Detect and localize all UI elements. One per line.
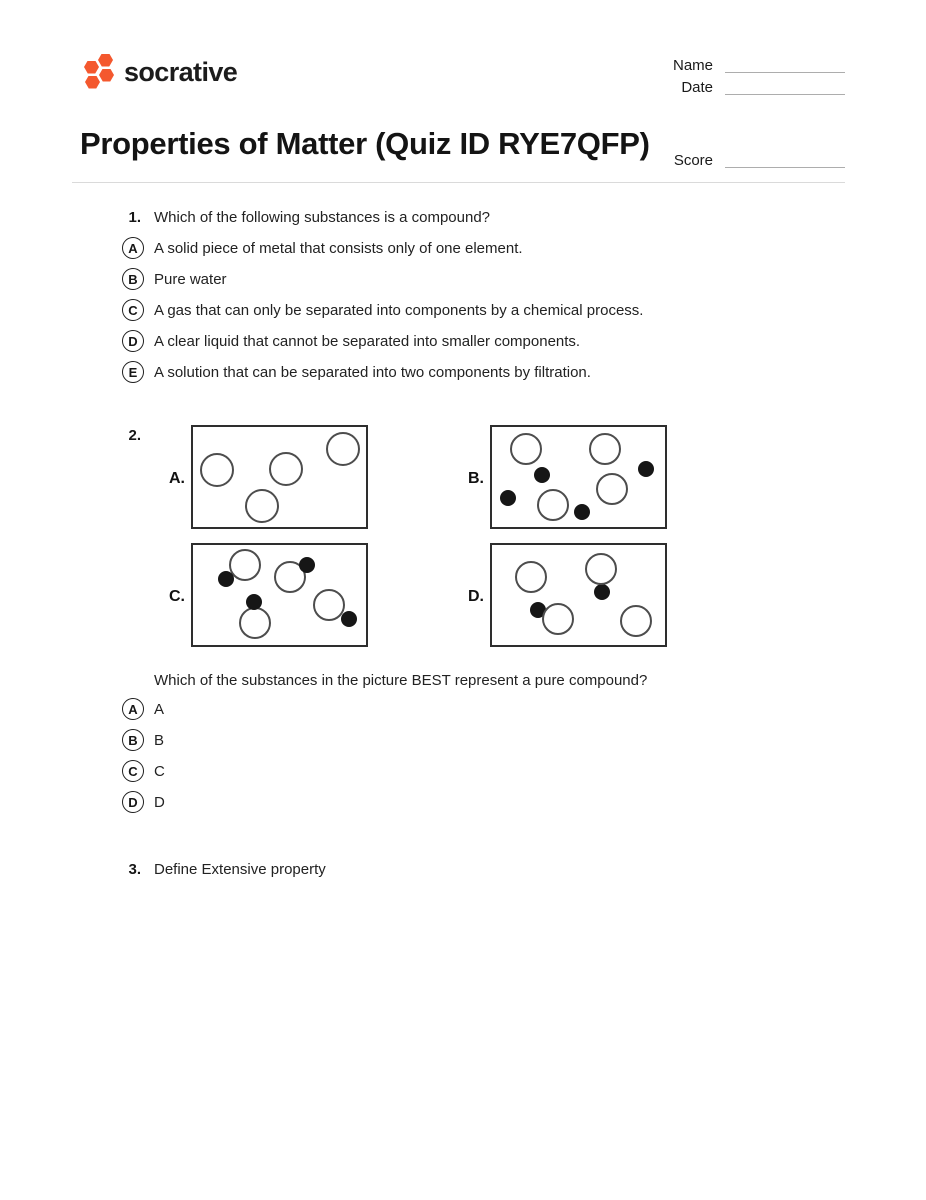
particle-diagram-c bbox=[191, 543, 368, 647]
option-letter-badge: D bbox=[122, 330, 144, 352]
figure-box-label: B. bbox=[468, 470, 484, 487]
option-row bbox=[122, 268, 845, 290]
question-3 bbox=[80, 859, 845, 881]
option-row bbox=[122, 791, 845, 813]
option-letter-badge: A bbox=[122, 698, 144, 720]
question-1-options bbox=[80, 237, 845, 383]
option-letter-badge: A bbox=[122, 237, 144, 259]
logo-hexagon bbox=[98, 54, 113, 67]
option-text: A solid piece of metal that consists only of one element. bbox=[154, 239, 523, 257]
question-2-options bbox=[80, 698, 845, 813]
option-text: C bbox=[154, 762, 165, 780]
question-text: Which of the following substances is a compound? bbox=[154, 209, 491, 226]
particle-diagram-b bbox=[490, 425, 667, 529]
date-field-row bbox=[673, 78, 845, 100]
question-number: 2. bbox=[128, 427, 141, 444]
score-label: Score bbox=[673, 152, 713, 169]
option-text: A solution that can be separated into two components by filtration. bbox=[154, 363, 591, 381]
option-row bbox=[122, 698, 845, 720]
date-blank-line bbox=[725, 78, 845, 95]
question-text: Which of the substances in the picture BEST represent a pure compound? bbox=[154, 672, 648, 689]
figure-box-label: A. bbox=[169, 470, 185, 487]
option-letter-badge: B bbox=[122, 729, 144, 751]
option-row bbox=[122, 729, 845, 751]
option-letter-badge: C bbox=[122, 299, 144, 321]
figure-box-label: C. bbox=[169, 588, 185, 605]
option-row bbox=[122, 361, 845, 383]
question-2-row bbox=[80, 670, 845, 692]
particle-diagram-a bbox=[191, 425, 368, 529]
socrative-logo-icon bbox=[80, 54, 116, 91]
option-text: A clear liquid that cannot be separated into smaller components. bbox=[154, 332, 581, 350]
particle-diagram-d bbox=[490, 543, 667, 647]
option-letter-badge: B bbox=[122, 268, 144, 290]
question-2-figure bbox=[80, 417, 845, 655]
question-1-row bbox=[80, 207, 845, 229]
option-letter-badge: C bbox=[122, 760, 144, 782]
name-blank-line bbox=[725, 56, 845, 73]
logo-hexagon bbox=[85, 76, 100, 89]
score-field-row bbox=[673, 151, 845, 173]
title-divider bbox=[72, 182, 845, 183]
question-number: 3. bbox=[128, 861, 141, 878]
student-fields bbox=[673, 56, 845, 173]
option-text: Pure water bbox=[154, 270, 227, 288]
question-number-spacer bbox=[80, 670, 141, 692]
logo-hexagon bbox=[84, 61, 99, 74]
question-2 bbox=[80, 670, 845, 813]
date-label: Date bbox=[681, 79, 713, 96]
option-text: B bbox=[154, 731, 165, 749]
name-field-row bbox=[673, 56, 845, 78]
option-row bbox=[122, 330, 845, 352]
option-text: A bbox=[154, 700, 165, 718]
logo-hexagon bbox=[99, 69, 114, 82]
question-number: 1. bbox=[128, 209, 141, 226]
name-label: Name bbox=[672, 57, 713, 74]
question-1 bbox=[80, 207, 845, 383]
option-row bbox=[122, 237, 845, 259]
option-letter-badge: D bbox=[122, 791, 144, 813]
figure-box-label: D. bbox=[468, 588, 484, 605]
option-row bbox=[122, 760, 845, 782]
page-title: Properties of Matter (Quiz ID RYE7QFP) bbox=[80, 126, 650, 161]
score-blank-line bbox=[725, 151, 845, 168]
question-text: Define Extensive property bbox=[154, 861, 326, 878]
option-row bbox=[122, 299, 845, 321]
option-letter-badge: E bbox=[122, 361, 144, 383]
option-text: D bbox=[154, 793, 165, 811]
option-text: A gas that can only be separated into components by a chemical process. bbox=[154, 301, 644, 319]
brand-name: socrative bbox=[124, 56, 238, 87]
